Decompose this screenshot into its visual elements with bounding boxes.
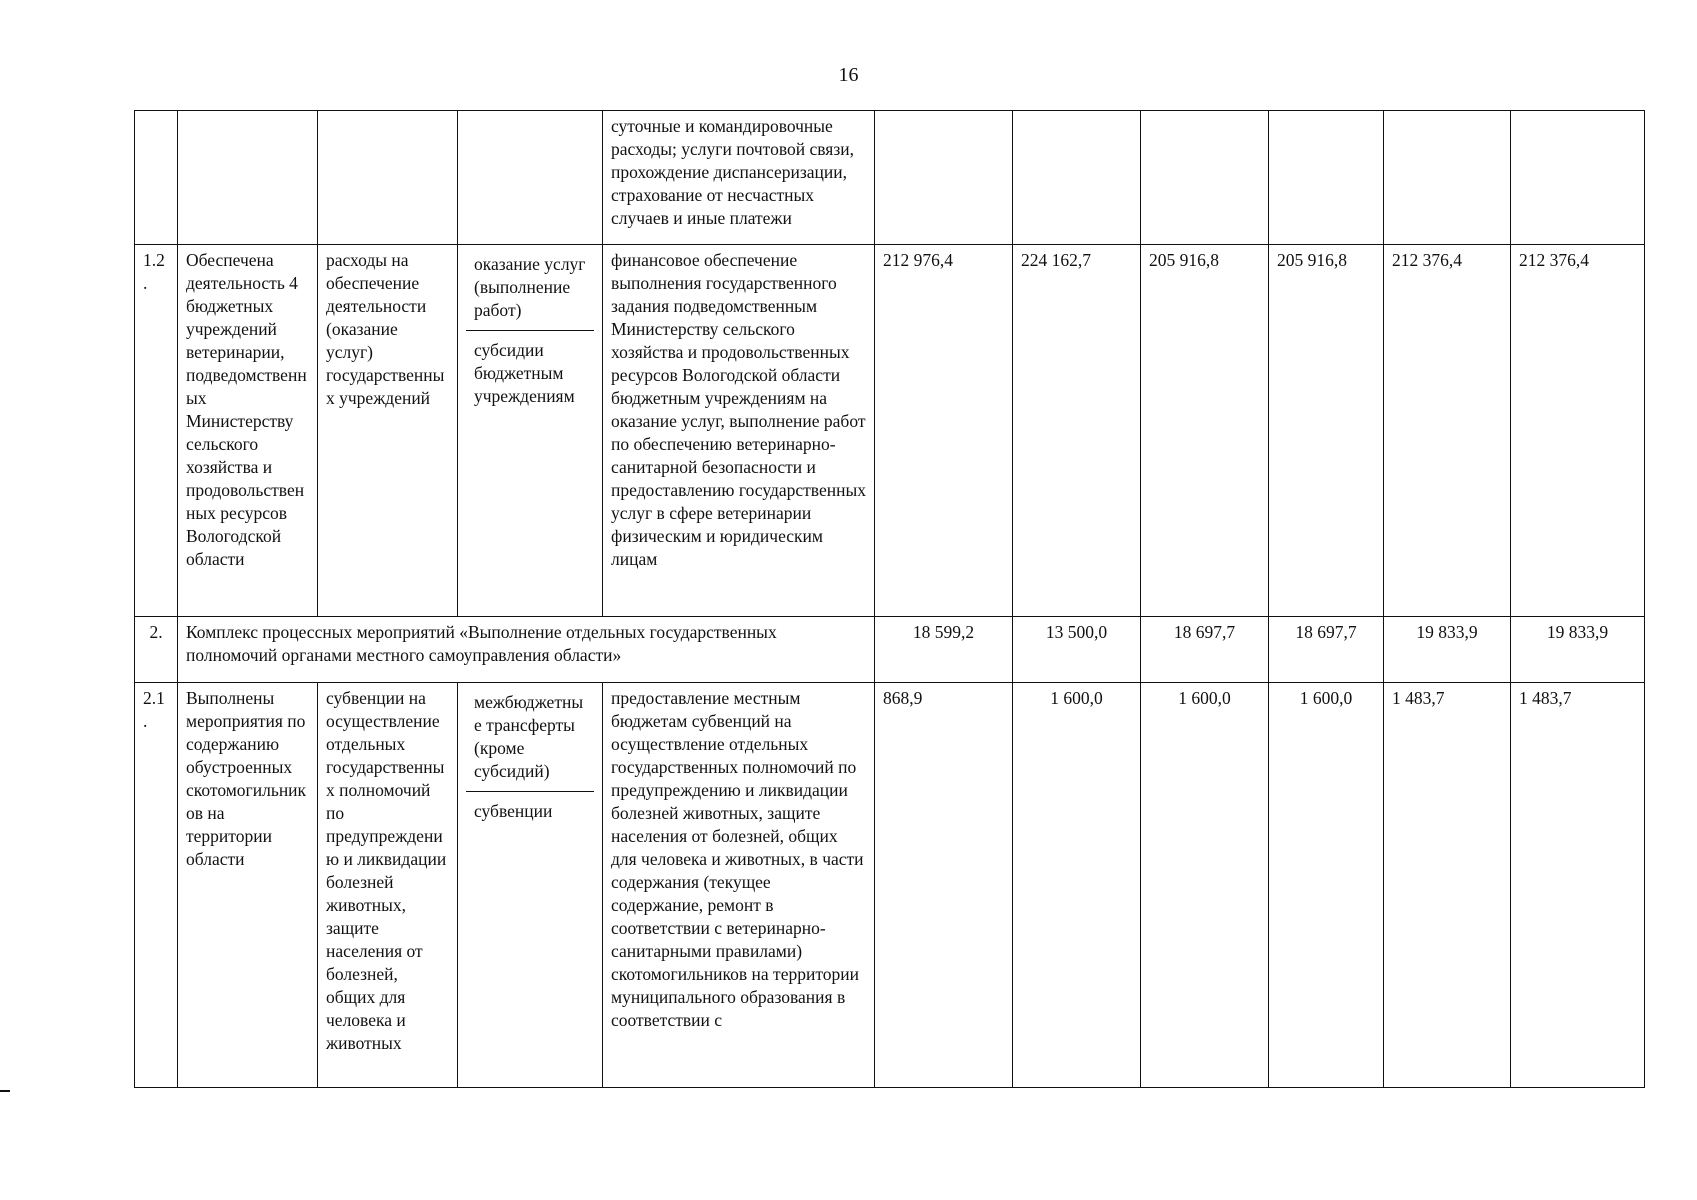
table-row [135,617,1645,683]
description-cell: финансовое обеспечение выполнения государственного задания подведомственным Министерству сельского хозяйства и продовольственных ресурсов Вологодской области бюджетным учреждениям на оказание услуг, выполнение работ по обеспечению ветеринарно-санитарной безопасности и предоставлению государственных услуг в сфере ветеринарии физическим и юридическим лицам [603,245,875,617]
value-cell: 212 376,4 [1384,245,1511,617]
value-cell [1141,111,1269,245]
value-cell: 1 600,0 [1269,683,1384,1088]
value-cell: 18 697,7 [1269,617,1384,683]
row-number: 1.2. [135,245,178,617]
row-number [135,111,178,245]
value-cell: 18 697,7 [1141,617,1269,683]
expense-kind-cell [458,683,603,1088]
page-number: 16 [838,64,859,86]
description-cell: суточные и командировочные расходы; услуги почтовой связи, прохождение диспансеризации, страхование от несчастных случаев и иные платежи [603,111,875,245]
result-cell: Выполнены мероприятия по содержанию обустроенных скотомогильников на территории области [178,683,318,1088]
value-cell: 1 600,0 [1013,683,1141,1088]
value-cell: 1 483,7 [1384,683,1511,1088]
expense-cell: субвенции на осуществление отдельных государственных полномочий по предупреждению и ликвидации болезней животных, защите населения от болезней, общих для человека и животных [318,683,458,1088]
expense-kind-top: оказание услуг (выполнение работ) [466,249,594,331]
value-cell: 18 599,2 [875,617,1013,683]
value-cell: 1 483,7 [1511,683,1645,1088]
table-row [135,245,1645,617]
description-cell: предоставление местным бюджетам субвенций на осуществление отдельных государственных полномочий по предупреждению и ликвидации болезней животных, защите населения от болезней, общих для человека и животных, в части содержания (текущее содержание, ремонт в соответствии с ветеринарно-санитарными правилами) скотомогильников на территории муниципального образования в соответствии с [603,683,875,1088]
expense-kind-bottom: субвенции [474,801,553,821]
value-cell [875,111,1013,245]
expense-kind-cell [458,111,603,245]
value-cell: 212 976,4 [875,245,1013,617]
table-row [135,683,1645,1088]
expense-kind-cell [458,245,603,617]
expense-cell [318,111,458,245]
value-cell: 868,9 [875,683,1013,1088]
value-cell: 1 600,0 [1141,683,1269,1088]
row-number: 2.1. [135,683,178,1088]
value-cell: 13 500,0 [1013,617,1141,683]
value-cell: 224 162,7 [1013,245,1141,617]
value-cell [1269,111,1384,245]
value-cell: 19 833,9 [1384,617,1511,683]
value-cell: 205 916,8 [1269,245,1384,617]
margin-mark [0,1090,10,1092]
value-cell: 19 833,9 [1511,617,1645,683]
expense-cell: расходы на обеспечение деятельности (оказание услуг) государственных учреждений [318,245,458,617]
complex-title-cell: Комплекс процессных мероприятий «Выполнение отдельных государственных полномочий органами местного самоуправления области» [178,617,875,683]
expense-kind-bottom: субсидии бюджетным учреждениям [474,340,575,406]
table-row [135,111,1645,245]
row-number: 2. [135,617,178,683]
expense-kind-top: межбюджетные трансферты (кроме субсидий) [466,687,594,792]
budget-table [134,110,1645,1088]
value-cell [1384,111,1511,245]
result-cell: Обеспечена деятельность 4 бюджетных учреждений ветеринарии, подведомственных Министерству сельского хозяйства и продовольственных ресурсов Вологодской области [178,245,318,617]
value-cell: 205 916,8 [1141,245,1269,617]
value-cell: 212 376,4 [1511,245,1645,617]
result-cell [178,111,318,245]
value-cell [1511,111,1645,245]
value-cell [1013,111,1141,245]
